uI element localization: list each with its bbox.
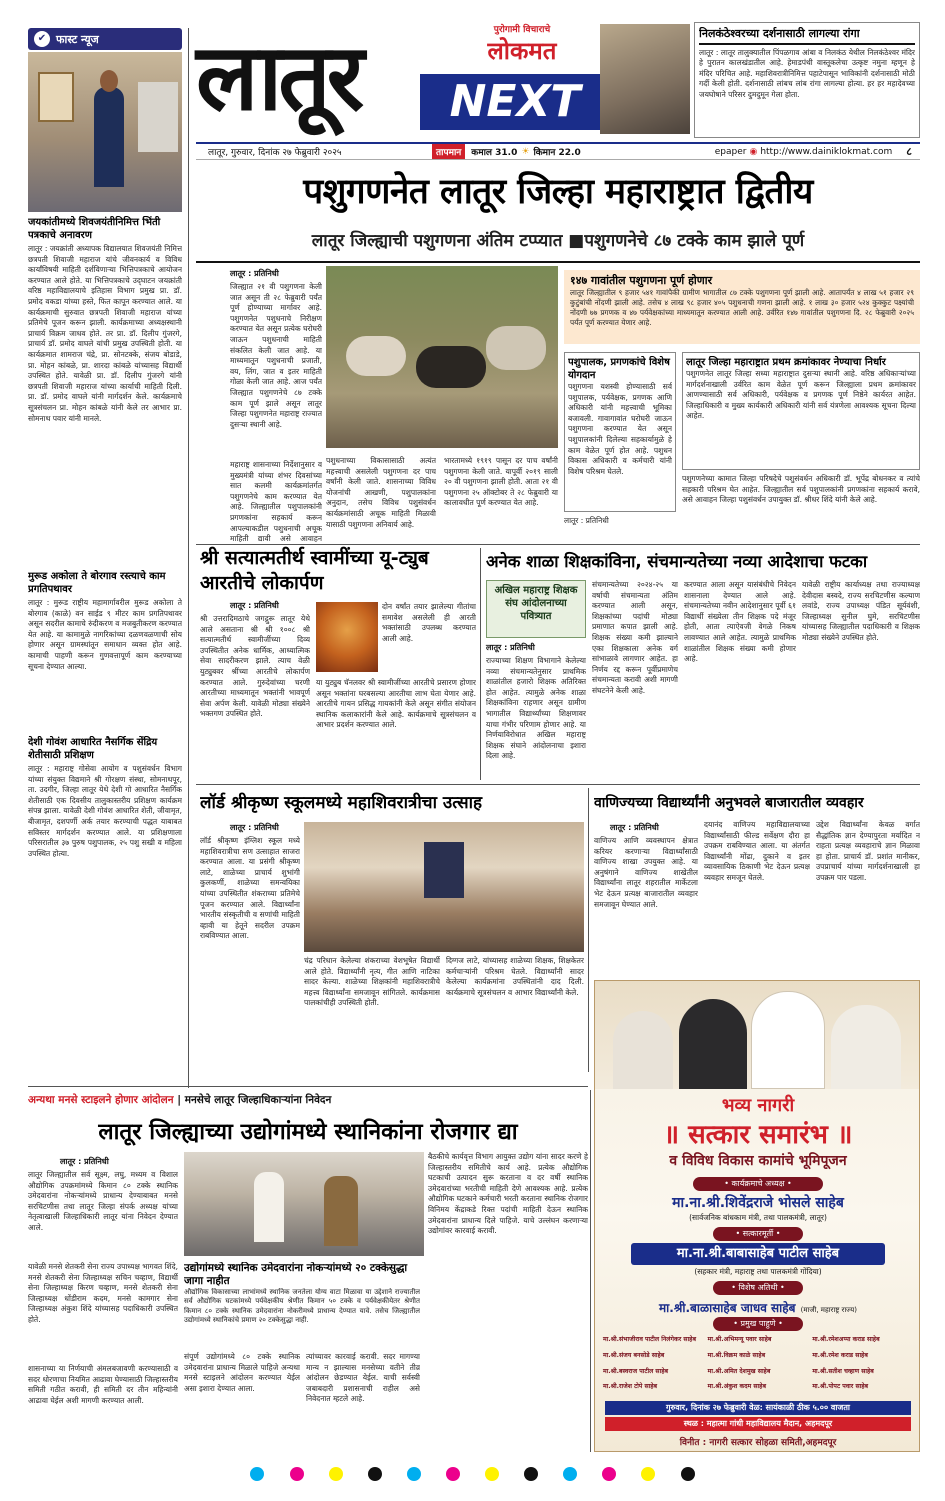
krishna-col-2: चंद्र परिधान केलेल्या शंकराच्या वेशभूषेत विद्यार्थी आले होते. विद्यार्थ्यांनी नृत्य, गीत आणि नाटिका सादर केल्या. शाळेच्या शिक्षकांनी महाशिवरात्रीचे महत्त्व विद्यार्थ्यांना समजावून सांगितले. कार्यक्रमास पालकांचीही उपस्थिती होती. (304, 956, 440, 1008)
krishna-divider (588, 788, 589, 1072)
darshan-title: निलकंठेश्वरच्या दर्शनासाठी लागल्या रांगा (699, 27, 860, 40)
mid-divider (196, 784, 920, 785)
lead-col-4: भारतामध्ये १९१९ पासून दर पाच वर्षांनी पशुगणना केली जाते. यापूर्वी २०१९ साली २० वी पशुगणना झाली होती. आता २१ वी पशुगणना २५ ऑक्टोबर ते २८ फेब्रुवारी या कालावधीत पूर्ण करण्यात येत आहे. (444, 456, 558, 508)
mns-col-1: लातूर जिल्ह्यातील सर्व सूक्ष्म, लघु, मध्यम व विशाल औद्योगिक उपक्रमांमध्ये किमान ८० टक्के स्थानिक उमेदवारांना नोकऱ्यांमध्ये प्राधान्य देण्याबाबत मनसे सरचिटणीस तथा लातूर जिल्हा संपर्क अध्यक्ष यांच्या नेतृत्वाखाली जिल्हाधिकारी लातूर यांना निवेदन देण्यात आले. (28, 1170, 178, 1232)
mns-headline: लातूर जिल्ह्याच्या उद्योगांमध्ये स्थानिकांना रोजगार द्या (98, 1119, 518, 1145)
reg-cyan (563, 1467, 577, 1481)
mns-kicker-1: अन्यथा मनसे स्टाइलने होणार आंदोलन (28, 1094, 174, 1106)
ad-by: विनीत : नागरी सत्कार सोहळा समिती,अहमदपूर (679, 1438, 837, 1448)
ad-label-honor: • सत्कारमूर्ती • (713, 1227, 803, 1241)
market-headline: वाणिज्यच्या विद्यार्थ्यांनी अनुभवले बाजारातील व्यवहार (594, 795, 864, 811)
ad-guest-item: मा.श्री.बस्वराज पाटील साहेब (603, 1367, 669, 1375)
krishna-byline: लातूर : प्रतिनिधी (230, 823, 279, 832)
ad-subtitle: व विविध विकास कामांचे भूमिपूजन (669, 1153, 847, 1169)
sun-icon: ☀ (521, 146, 530, 157)
school-byline: लातूर : प्रतिनिधी (486, 643, 535, 652)
livestock-photo (326, 266, 558, 448)
ad-label-guest: • विशेष अतिथी • (713, 1281, 803, 1295)
market-byline: लातूर : प्रतिनिधी (610, 823, 659, 832)
ad-honor: मा.ना.श्री.बाबासाहेब पाटील साहेब (631, 1243, 885, 1265)
school-badge (486, 580, 586, 638)
school-col-2: संचमान्यतेच्या २०२४-२५ या वर्षाची संचमान्यता अंतिम करण्यात आली असून, शिक्षकांच्या पदांची मोठ्या प्रमाणात कपात झाली आहे. शिक्षक संख्या कमी झाल्याने एका शिक्षकाला अनेक वर्ग सांभाळावे लागणार आहेत. हा निर्णय रद्द करून पूर्वीप्रमाणेच संचमान्यता करावी अशी मागणी संघटनेने केली आहे. (592, 580, 678, 695)
lead-col-3: पशुधनाच्या विकासासाठी अत्यंत महत्त्वाची असलेली पशुगणना दर पाच वर्षांनी केली जाते. शासनाच्या विविध योजनांची आखणी, पशुपालकांना अनुदान, तसेच विविध पशुसंवर्धन कार्यक्रमांसाठी अचूक माहिती मिळावी यासाठी पशुगणना अनिवार्य आहे. (326, 456, 436, 529)
ad-guest-list (603, 1335, 913, 1397)
swami-body-2: या युट्युब चॅनलवर श्री स्वामीजींच्या आरतीचे प्रसारण होणार असून भक्तांना घरबसल्या आरतीचा लाभ घेता येणार आहे. आरतीचे गायन प्रसिद्ध गायकांनी केले असून संगीत संयोजन स्थानिक कलाकारांनी केले आहे. कार्यक्रमाचे सूत्रसंचलन व आभार प्रदर्शन करण्यात आले. (316, 678, 476, 730)
ad-honor-note: (सहकार मंत्री, महाराष्ट्र तथा पालकमंत्री गोंदिया) (694, 1267, 822, 1276)
school-badge-text: अखिल महाराष्ट्र शिक्षक संघ आंदोलनाच्या पवित्र्यात (494, 585, 578, 622)
box-147-villages (564, 270, 920, 344)
reg-magenta (602, 1467, 616, 1481)
school-col-3: करण्यात आला असून यासंबंधीचे निवेदन शासनाला देण्यात आले आहे. संचमान्यतेच्या नवीन आदेशानुसार पूर्वी ६१ विद्यार्थी संख्येला तीन शिक्षक पदे मंजूर होती, आता त्याऐवजी वेगळे निकष लावण्यात आले आहेत. त्यामुळे प्राथमिक शाळांतील शिक्षक संख्या कमी होणार आहे. (684, 580, 796, 664)
mns-box-title: उद्योगांमध्ये स्थानिक उमेदवारांना नोकऱ्यांमध्ये २० टक्केसुद्धा जागा नाहीत (184, 1262, 408, 1287)
fast-news-title-1: जयकांतीमध्ये शिवजयंतीनिमित्त भिंती पत्रकाचे अनावरण (28, 217, 161, 241)
reg-cyan (407, 1467, 421, 1481)
reg-yellow (641, 1467, 655, 1481)
box-pratham-foot: पशुगणनेच्या कामात जिल्हा परिषदेचे पशुसंवर्धन अधिकारी डॉ. भूपेंद्र बोधनकर व त्यांचे सहकारी परिश्रम घेत आहेत. जिल्ह्यातील सर्व पशुपालकांनी प्रगणकांना सहकार्य करावे, असे आवाहन जिल्हा पशुसंवर्धन उपायुक्त डॉ. श्रीधर शिंदे यांनी केले आहे. (682, 474, 920, 505)
fast-news-body-2: लातूर : मुरूड राष्ट्रीय महामार्गावरील मुरूड अकोला ते बोरगाव (काळे) वन साईड ९ मीटर काम प्रगतिपथावर असून सदरील कामाचे रुंदीकरण व मजबुतीकरण करण्यात येत आहे. या कामामुळे नागरिकांच्या दळणवळणाची सोय होणार असून ग्रामस्थांतून समाधान व्यक्त होत आहे. कामाची पाहणी करून गुणवत्तापूर्ण काम करण्याच्या सूचना देण्यात आल्या. (28, 598, 182, 671)
box-147-title: १४७ गावांतील पशुगणना पूर्ण होणार (570, 274, 713, 287)
ad-title-1: भव्य नागरी (721, 1095, 795, 1116)
temperature-min: किमान 22.0 (533, 148, 581, 158)
lead-col-1: जिल्ह्यात २१ वी पशुगणना केली जात असून ती २८ फेब्रुवारी पर्यंत पूर्ण होण्याच्या मार्गावर आहे. पशुगणनेत पशुधनाचे निरीक्षण करण्यात येत असून प्रत्येक घरोघरी जाऊन पशुधनाची माहिती संकलित केली जात आहे. या माध्यमातून पशुधनाची प्रजाती, वय, लिंग, जात व इतर माहिती गोळा केली जात आहे. आज पर्यंत जिल्ह्यात पशुगणनेचे ८७ टक्के काम पूर्ण झाले असून लातूर जिल्हा पशुगणनेत महाराष्ट्र राज्यात दुसऱ्या स्थानी आहे. (230, 282, 322, 429)
box-pratham-title: लातूर जिल्हा महाराष्ट्रात प्रथम क्रमांकावर नेण्याचा निर्धार (686, 357, 886, 368)
masthead-city: लातूर (196, 24, 361, 131)
reg-yellow (329, 1467, 343, 1481)
lead-col-2: महाराष्ट्र शासनाच्या निर्देशानुसार व मुख्यमंत्री यांच्या शंभर दिवसांच्या सात कलमी कार्यक्रमांतर्गत पशुगणनेचे काम करण्यात येत आहे. जिल्ह्यातील पशुपालकांनी प्रगणकांना सहकार्य करून आपल्याकडील पशुधनाची अचूक माहिती द्यावी असे आवाहन (230, 460, 322, 544)
darshan-body: लातूर : लातूर तालुक्यातील पिंपळगाव आंबा व निलकंठ येथील निलकंठेश्वर मंदिर हे पुरातन कालखंडातील आहे. हेमाडपंथी वास्तूकलेचा उत्कृष्ट नमुना म्हणून हे मंदिर परिचित आहे. महाशिवरात्रीनिमित्त पहाटेपासून भाविकांनी दर्शनासाठी मोठी गर्दी केली होती. दर्शनासाठी लांबच लांब रांगा लागल्या होत्या. हर हर महादेवच्या जयघोषाने परिसर दुमदुमून गेला होता. (699, 48, 915, 99)
ad-guest-item: मा.श्री.संभाजीराव पाटील निलंगेकर साहेब (603, 1336, 696, 1343)
epaper-url[interactable]: http://www.dainiklokmat.com (760, 146, 893, 157)
reg-magenta (290, 1467, 304, 1481)
lead-headline: पशुगणनेत लातूर जिल्हा महाराष्ट्रात द्वितीय (303, 172, 813, 212)
mns-box-body: औद्योगिक विकासाच्या लाभांमध्ये स्थानिक जनतेला योग्य वाटा मिळावा या उद्देशाने राज्यातील सर्व औद्योगिक घटकांमध्ये पर्यवेक्षकीय श्रेणीत किमान ५० टक्के व पर्यवेक्षकीयेतर श्रेणीत किमान ८० टक्के स्थानिक उमेदवारांना नोकरीमध्ये प्राधान्य देण्यात यावे. तसेच जिल्ह्यातील उद्योगांमध्ये स्थानिकांचे प्रमाण २० टक्केसुद्धा नाही. (184, 1288, 420, 1325)
dateline-text: लातूर, गुरुवार, दिनांक २७ फेब्रुवारी २०२५ (208, 148, 342, 158)
mns-box (184, 1260, 420, 1348)
ad-guest-item: मा.श्री.विक्रम काळे साहेब (707, 1351, 766, 1359)
mns-kicker: अन्यथा मनसे स्टाइलने होणार आंदोलन | मनसेचे लातूर जिल्हाधिकाऱ्यांना निवेदन (28, 1094, 332, 1106)
box-pashupalak-foot: लातूर : प्रतिनिधी (564, 516, 609, 525)
masthead-tagline: पुरोगामी विचाराचे (493, 25, 551, 35)
ad-guest-name: मा.श्री.बाळासाहेब जाधव साहेब (659, 1301, 796, 1315)
school-headline: अनेक शाळा शिक्षकांविना, संचमान्यतेच्या नव्या आदेशाचा फटका (486, 552, 868, 571)
krishna-photo (304, 822, 584, 952)
fast-news-header (28, 28, 182, 50)
masthead-next: NEXT (420, 74, 610, 130)
lead-divider (196, 261, 920, 263)
darshan-box (694, 22, 920, 138)
reg-black (681, 1467, 695, 1481)
krishna-col-3: दिग्गज लाटे, यांच्यासह शाळेच्या शिक्षक, शिक्षकेतर कर्मचाऱ्यांनी परिश्रम घेतले. विद्यार्थ्यांनी सादर केलेल्या कार्यक्रमांना उपस्थितांनी दाद दिली. कार्यक्रमाचे सूत्रसंचलन व आभार विद्यार्थ्यांनी केले. (446, 956, 584, 997)
ad-guest-item: मा.श्री.अंकुश कदम साहेब (707, 1383, 766, 1391)
fast-news-body-1: लातूर : जयक्रांती अध्यापक विद्यालयात शिवजयंती निमित्त छत्रपती शिवाजी महाराज यांचे जीवनकार्य व विविध कार्यांविषयी माहिती दर्शविणाऱ्या भित्तिपत्रकाचे आयोजन करण्यात आले होते. या भित्तिपत्रकाचे उद्‌घाटन जयक्रांती वरिष्ठ महाविद्यालयाचे इतिहास विभाग प्रमुख प्रा. डॉ. प्रमोद वकडा यांच्या हस्ते, फित कापून करण्यात आले. या कार्यक्रमाची सुरुवात छत्रपती शिवाजी महाराज यांच्या प्रतिमेचे पूजन करून झाली. कार्यक्रमाच्या अध्यक्षस्थानी प्राचार्य विक्रम जाधव होते. तर प्रा. डॉ. दिलीप गुंजरगे, प्राचार्य डॉ. प्रमोद वाघले यांची प्रमुख उपस्थिती होती. या कार्यक्रमात शामराज चंद्रे, प्रा. सोनटक्के, संजय बोडाडे, प्रा. मोहन कांबळे, प्रा. शारदा कांबळे यांच्यासह विद्यार्थी उपस्थित होते. यावेळी प्रा. डॉ. दिलीप गुंजरगे यांनी छत्रपती शिवाजी महाराज यांच्या कार्याची माहिती दिली. प्रा. डॉ. प्रमोद वाघले यांनी मार्गदर्शन केले. कार्यक्रमाचे सूत्रसंचलन प्रा. मोहन कांबळे यांनी केले तर आभार प्रा. सोमनाथ पवार यांनी मानले. (28, 244, 182, 423)
swami-body: श्री उत्तरादिमठाचे जगद्गुरू लातूर येथे आले असताना श्री श्री १००८ श्री सत्यात्मतीर्थ स्वामीजींच्या दिव्य उपस्थितीत अनेक धार्मिक, आध्यात्मिक सेवा सादरीकरण झाले. त्याच वेळी युट्युबवर श्रींच्या आरतीचे लोकार्पण करण्यात आले. गुरुदेवांच्या चरणी आरतीच्या माध्यमातून भक्तांनी भावपूर्ण सेवा अर्पण केली. यावेळी मोठ्या संख्येने भक्तगण उपस्थित होते. (200, 614, 310, 719)
swami-caption: दोन वर्षांत तयार झालेल्या गीतांचा समावेश असलेली ही आरती भक्तांसाठी उपलब्ध करण्यात आली आहे. (382, 602, 476, 643)
mns-col-2: बैठकीचे कार्यवृत्त विभाग आयुक्त उद्योग यांना सादर करणे हे जिल्हास्तरीय समितीचे कार्य आहे. प्रत्येक औद्योगिक घटकाची उत्पादन सुरू करताना व दर वर्षी स्थानिक उमेदवारांच्या भरतीची माहिती देणे आवश्यक आहे. प्रत्येक औद्योगिक घटकाने कर्मचारी भरती करताना स्थानिक रोजगार विनिमय केंद्राकडे रिक्त पदांची माहिती देऊन स्थानिक उमेदवारांना प्राधान्य दिले पाहिजे. याचे उल्लंघन करणाऱ्या उद्योगांवर कारवाई करावी. (428, 1152, 588, 1236)
dateline-bar (196, 142, 920, 160)
felicitation-ad (594, 980, 920, 1452)
bottom-divider (28, 1086, 588, 1087)
fast-news-title-2: मुरूड अकोला ते बोरगाव रस्त्याचे काम प्रगतिपथावर (28, 571, 166, 595)
mns-col-1c: शासनाच्या या निर्णयाची अंमलबजावणी करण्यासाठी व सदर धोरणाचा नियमित आढावा घेण्यासाठी जिल्हास्तरीय समिती गठीत करावी, ही समिती दर तीन महिन्यांनी आढावा घेईल अशी मागणी करण्यात आली. (28, 1364, 178, 1405)
ad-guest-item: मा.श्री.रमेशअप्पा कराड साहेब (812, 1336, 880, 1343)
epaper-label: epaper (714, 146, 747, 157)
box-pashupalak (564, 352, 676, 512)
box-pratham-body: पशुगणनेत लातूर जिल्हा सध्या महाराष्ट्रात दुसऱ्या स्थानी आहे. वरिष्ठ अधिकाऱ्यांच्या मार्गदर्शनाखाली उर्वरित काम वेळेत पूर्ण करून जिल्ह्याला प्रथम क्रमांकावर आणण्यासाठी सर्व अधिकारी, पर्यवेक्षक व प्रगणक पूर्ण निष्ठेने कार्यरत आहेत. जिल्हाधिकारी व मुख्य कार्यकारी अधिकारी यांनी सर्व यंत्रणेला आवश्यक सूचना दिल्या आहेत. (686, 369, 916, 421)
ad-title-2: ॥ सत्कार समारंभ ॥ (663, 1120, 853, 1150)
ad-label-main: • प्रमुख पाहुणे • (713, 1317, 803, 1331)
mns-col-1b: यावेळी मनसे शेतकरी सेना राज्य उपाध्यक्ष भागवत शिंदे, मनसे शेतकरी सेना जिल्हाध्यक्ष सचिन चव्हाण, विद्यार्थी सेना जिल्हाध्यक्ष किरण चव्हाण, मनसे शेतकरी सेना जिल्हाध्यक्ष धोंडीराम कदम, मनसे कामगार सेना जिल्हाध्यक्ष अंकुश शिंदे यांच्यासह पदाधिकारी उपस्थित होते. (28, 1262, 178, 1324)
lead-bottom-divider (196, 544, 920, 545)
mns-right-divider (590, 1090, 591, 1452)
ad-guest-item: मा.श्री.संजय बनसोडे साहेब (603, 1351, 665, 1359)
lead-byline: लातूर : प्रतिनिधी (230, 269, 279, 278)
page-number: ८ (906, 145, 912, 158)
mns-photo (184, 1152, 424, 1256)
masthead-lokmat: लोकमत (487, 37, 557, 65)
reg-yellow (485, 1467, 499, 1481)
reg-black (524, 1467, 538, 1481)
swami-photo (316, 602, 378, 672)
school-col-4: यावेळी राष्ट्रीय कार्याध्यक्ष तथा राज्याध्यक्ष देवीदास बस्वदे, राज्य सरचिटणीस कल्याण लवांडे, राज्य उपाध्यक्ष पंडित सूर्यवंशी, जिल्हाध्यक्ष सुनील घुमे, सरचिटणीस यांच्यासह जिल्ह्यातील पदाधिकारी व शिक्षक मोठ्या संख्येने उपस्थित होते. (802, 580, 920, 642)
temperature-label: तापमान (432, 144, 465, 159)
ad-guest-item: मा.श्री.सतीश चव्हाण साहेब (812, 1367, 874, 1375)
mns-col-3: संपूर्ण उद्योगांमध्ये ८० टक्के स्थानिक उमेदवारांना प्राधान्य मिळाले पाहिजे अन्यथा मनसे स्टाइलने आंदोलन करण्यात येईल असा इशारा देण्यात आला. (184, 1352, 300, 1393)
lead-deck: लातूर जिल्ह्याची पशुगणना अंतिम टप्प्यात ■पशुगणनेचे ८७ टक्के काम झाले पूर्ण (311, 231, 805, 251)
market-col-2: दयानंद वाणिज्य महाविद्यालयाच्या विद्यार्थ्यांसाठी फील्ड सर्वेक्षण दौरा हा उपक्रम राबविण्यात आला. या अंतर्गत विद्यार्थ्यांनी मोंढा, दुकाने व इतर व्यावसायिक ठिकाणी भेट देऊन प्रत्यक्ष व्यवहार समजून घेतले. (704, 820, 810, 882)
mns-col-4: त्यांच्यावर कारवाई करावी. सदर मागण्या मान्य न झाल्यास मनसेच्या वतीने तीव्र आंदोलन छेडण्यात येईल. याची सर्वस्वी जबाबदारी प्रशासनाची राहील असे निवेदनात म्हटले आहे. (306, 1352, 420, 1404)
ad-label-chair: • कार्यक्रमाचे अध्यक्ष • (693, 1177, 823, 1191)
reg-magenta (446, 1467, 460, 1481)
ad-guest-item: मा.श्री.राजेश टोपे साहेब (603, 1383, 658, 1391)
reg-cyan (250, 1467, 264, 1481)
ad-date: गुरुवार, दिनांक २७ फेब्रुवारी वेळ: सायंकाळी ठीक ५.०० वाजता (605, 1401, 911, 1415)
reg-black (368, 1467, 382, 1481)
ad-venue: स्थळ : महात्मा गांधी महाविद्यालय मैदान, अहमदपूर (605, 1417, 911, 1431)
globe-icon: ◉ (749, 146, 758, 157)
temperature-max: कमाल 31.0 (471, 148, 518, 158)
fast-news-label: फास्ट न्यूज (56, 32, 99, 46)
registration-marks (0, 1466, 945, 1485)
swami-divider (480, 548, 481, 780)
box-pashupalak-body: पशुगणना यशस्वी होण्यासाठी सर्व पशुपालक, पर्यवेक्षक, प्रगणक आणि अधिकारी यांनी महत्त्वाची भूमिका बजावली. गावागावांत घरोघरी जाऊन पशुगणना करण्यात येत असून पशुपालकांनी दिलेल्या सहकार्यामुळे हे काम वेळेत पूर्ण होत आहे. पशुधन विकास अधिकारी व कर्मचारी यांनी विशेष परिश्रम घेतले. (568, 382, 672, 476)
ad-guest-note: (माजी, महाराष्ट्र राज्य) (800, 1306, 857, 1314)
swami-byline: लातूर : प्रतिनिधी (230, 601, 279, 610)
ad-portraits (595, 981, 920, 1089)
shivjayanti-photo (28, 52, 182, 212)
school-col-1: राज्याच्या शिक्षण विभागाने केलेल्या नव्या संचमान्यतेनुसार प्राथमिक शाळांतील हजारो शिक्षक अतिरिक्त होत आहेत. त्यामुळे अनेक शाळा शिक्षकांविना राहणार असून ग्रामीण भागातील विद्यार्थ्यांच्या शिक्षणावर याचा गंभीर परिणाम होणार आहे. या निर्णयाविरोधात अखिल महाराष्ट्र शिक्षक संघाने आंदोलनाचा इशारा दिला आहे. (486, 656, 586, 761)
ad-guest-item: मा.श्री.रमेश कराड साहेब (812, 1351, 868, 1359)
market-col-1: वाणिज्य आणि व्यवस्थापन क्षेत्रात करियर करणाऱ्या विद्यार्थ्यांसाठी वाणिज्य शाखा उपयुक्त आहे. या अनुषंगाने वाणिज्य शाखेतील विद्यार्थ्यांना लातूर शहरातील मार्केटला भेट देऊन प्रत्यक्ष बाजारातील व्यवहार समजावून घेण्यात आले. (594, 836, 698, 909)
box-pratham (682, 352, 920, 470)
mns-kicker-2: मनसेचे लातूर जिल्हाधिकाऱ्यांना निवेदन (184, 1094, 332, 1106)
left-column-divider (188, 28, 189, 1088)
box-147-body: लातूर जिल्ह्यातील ९ हजार ५४१ गावांपैकी ग्रामीण भागातील ८७ टक्के पशुगणना पूर्ण झाली आहे. आतापर्यंत ४ लाख ५१ हजार २९ कुटुंबांची नोंदणी झाली आहे. तसेच ४ लाख ९८ हजार ४०५ पशुधनाची गणना झाली आहे. १ लाख ३० हजार ५२४ कुक्कुट पक्ष्यांची नोंदणी ७७ प्रगणक व ४७ पर्यवेक्षकांच्या माध्यमातून करण्यात आली आहे. उर्वरित १४७ गावांतील पशुगणना दि. २८ फेब्रुवारी २०२५ पर्यंत पूर्ण करण्यात येणार आहे. (570, 288, 914, 327)
fast-news-body-3: लातूर : महाराष्ट्र गोसेवा आयोग व पशुसंवर्धन विभाग यांच्या संयुक्त विद्यमाने श्री गोरक्षण संस्था, सोमनाथपूर, ता. उदगीर, जिल्हा लातूर येथे देशी गो आधारित नैसर्गिक शेतीसाठी एक दिवसीय तालुकास्तरीय प्रशिक्षण कार्यक्रम संपन्न झाला. यावेळी देशी गोवंश आधारित शेती, जीवामृत, बीजामृत, दशपर्णी अर्क तयार करण्याची पद्धत याबाबत सविस्तर मार्गदर्शन करण्यात आले. या प्रशिक्षणाला परिसरातील ३७ पुरुष पशुपालक, २५ पशु सखी व महिला उपस्थित होत्या. (28, 764, 182, 858)
mns-byline: लातूर : प्रतिनिधी (60, 1157, 109, 1166)
ad-chair-note: (सार्वजनिक बांधकाम मंत्री, तथा पालकमंत्री, लातूर) (689, 1213, 827, 1222)
badge-icon: ✔ (34, 31, 50, 47)
fast-news-title-3: देशी गोवंश आधारित नैसर्गिक सेंद्रिय शेतीसाठी प्रशिक्षण (28, 737, 158, 761)
darshan-photo (600, 24, 690, 134)
ad-guest (595, 1297, 920, 1316)
krishna-headline: लॉर्ड श्रीकृष्ण स्कूलमध्ये महाशिवरात्रीचा उत्साह (200, 793, 483, 813)
ad-guest-item: मा.श्री.अमित देशमुख साहेब (707, 1367, 771, 1375)
ad-guest-item: मा.श्री.पोपट पवार साहेब (812, 1383, 869, 1391)
krishna-col-1: लॉर्ड श्रीकृष्ण इंग्लिश स्कूल मध्ये महाशिवरात्रीचा सण उत्साहात साजरा करण्यात आला. या प्रसंगी श्रीकृष्ण लाटे, शाळेच्या प्राचार्य शुभांगी कुलकर्णी, शाळेच्या समन्वयिका यांच्या उपस्थितीत शंकराच्या प्रतिमेचे पूजन करण्यात आले. विद्यार्थ्यांना भारतीय संस्कृतीची व सणांची माहिती व्हावी या हेतूने सदरील उपक्रम राबविण्यात आला. (200, 836, 300, 941)
ad-chair: मा.ना.श्री.शिवेंद्रराजे भोसले साहेब (672, 1195, 844, 1211)
swami-headline: श्री सत्यात्मतीर्थ स्वामींच्या यू-ट्युब आरतीचे लोकार्पण (200, 547, 429, 594)
market-col-3: उद्देश विद्यार्थ्यांना केवळ वर्गात सैद्धांतिक ज्ञान देण्यापुरता मर्यादित न राहता प्रत्यक्ष व्यवहाराचे ज्ञान मिळावा हा होता. प्राचार्य डॉ. प्रशांत मानीकर, उपप्राचार्य यांच्या मार्गदर्शनाखाली हा उपक्रम पार पडला. (816, 820, 920, 882)
box-pashupalak-title: पशुपालक, प्रगणकांचे विशेष योगदान (568, 357, 670, 381)
ad-guest-item: मा.श्री.अभिमन्यू पवार साहेब (707, 1336, 772, 1343)
